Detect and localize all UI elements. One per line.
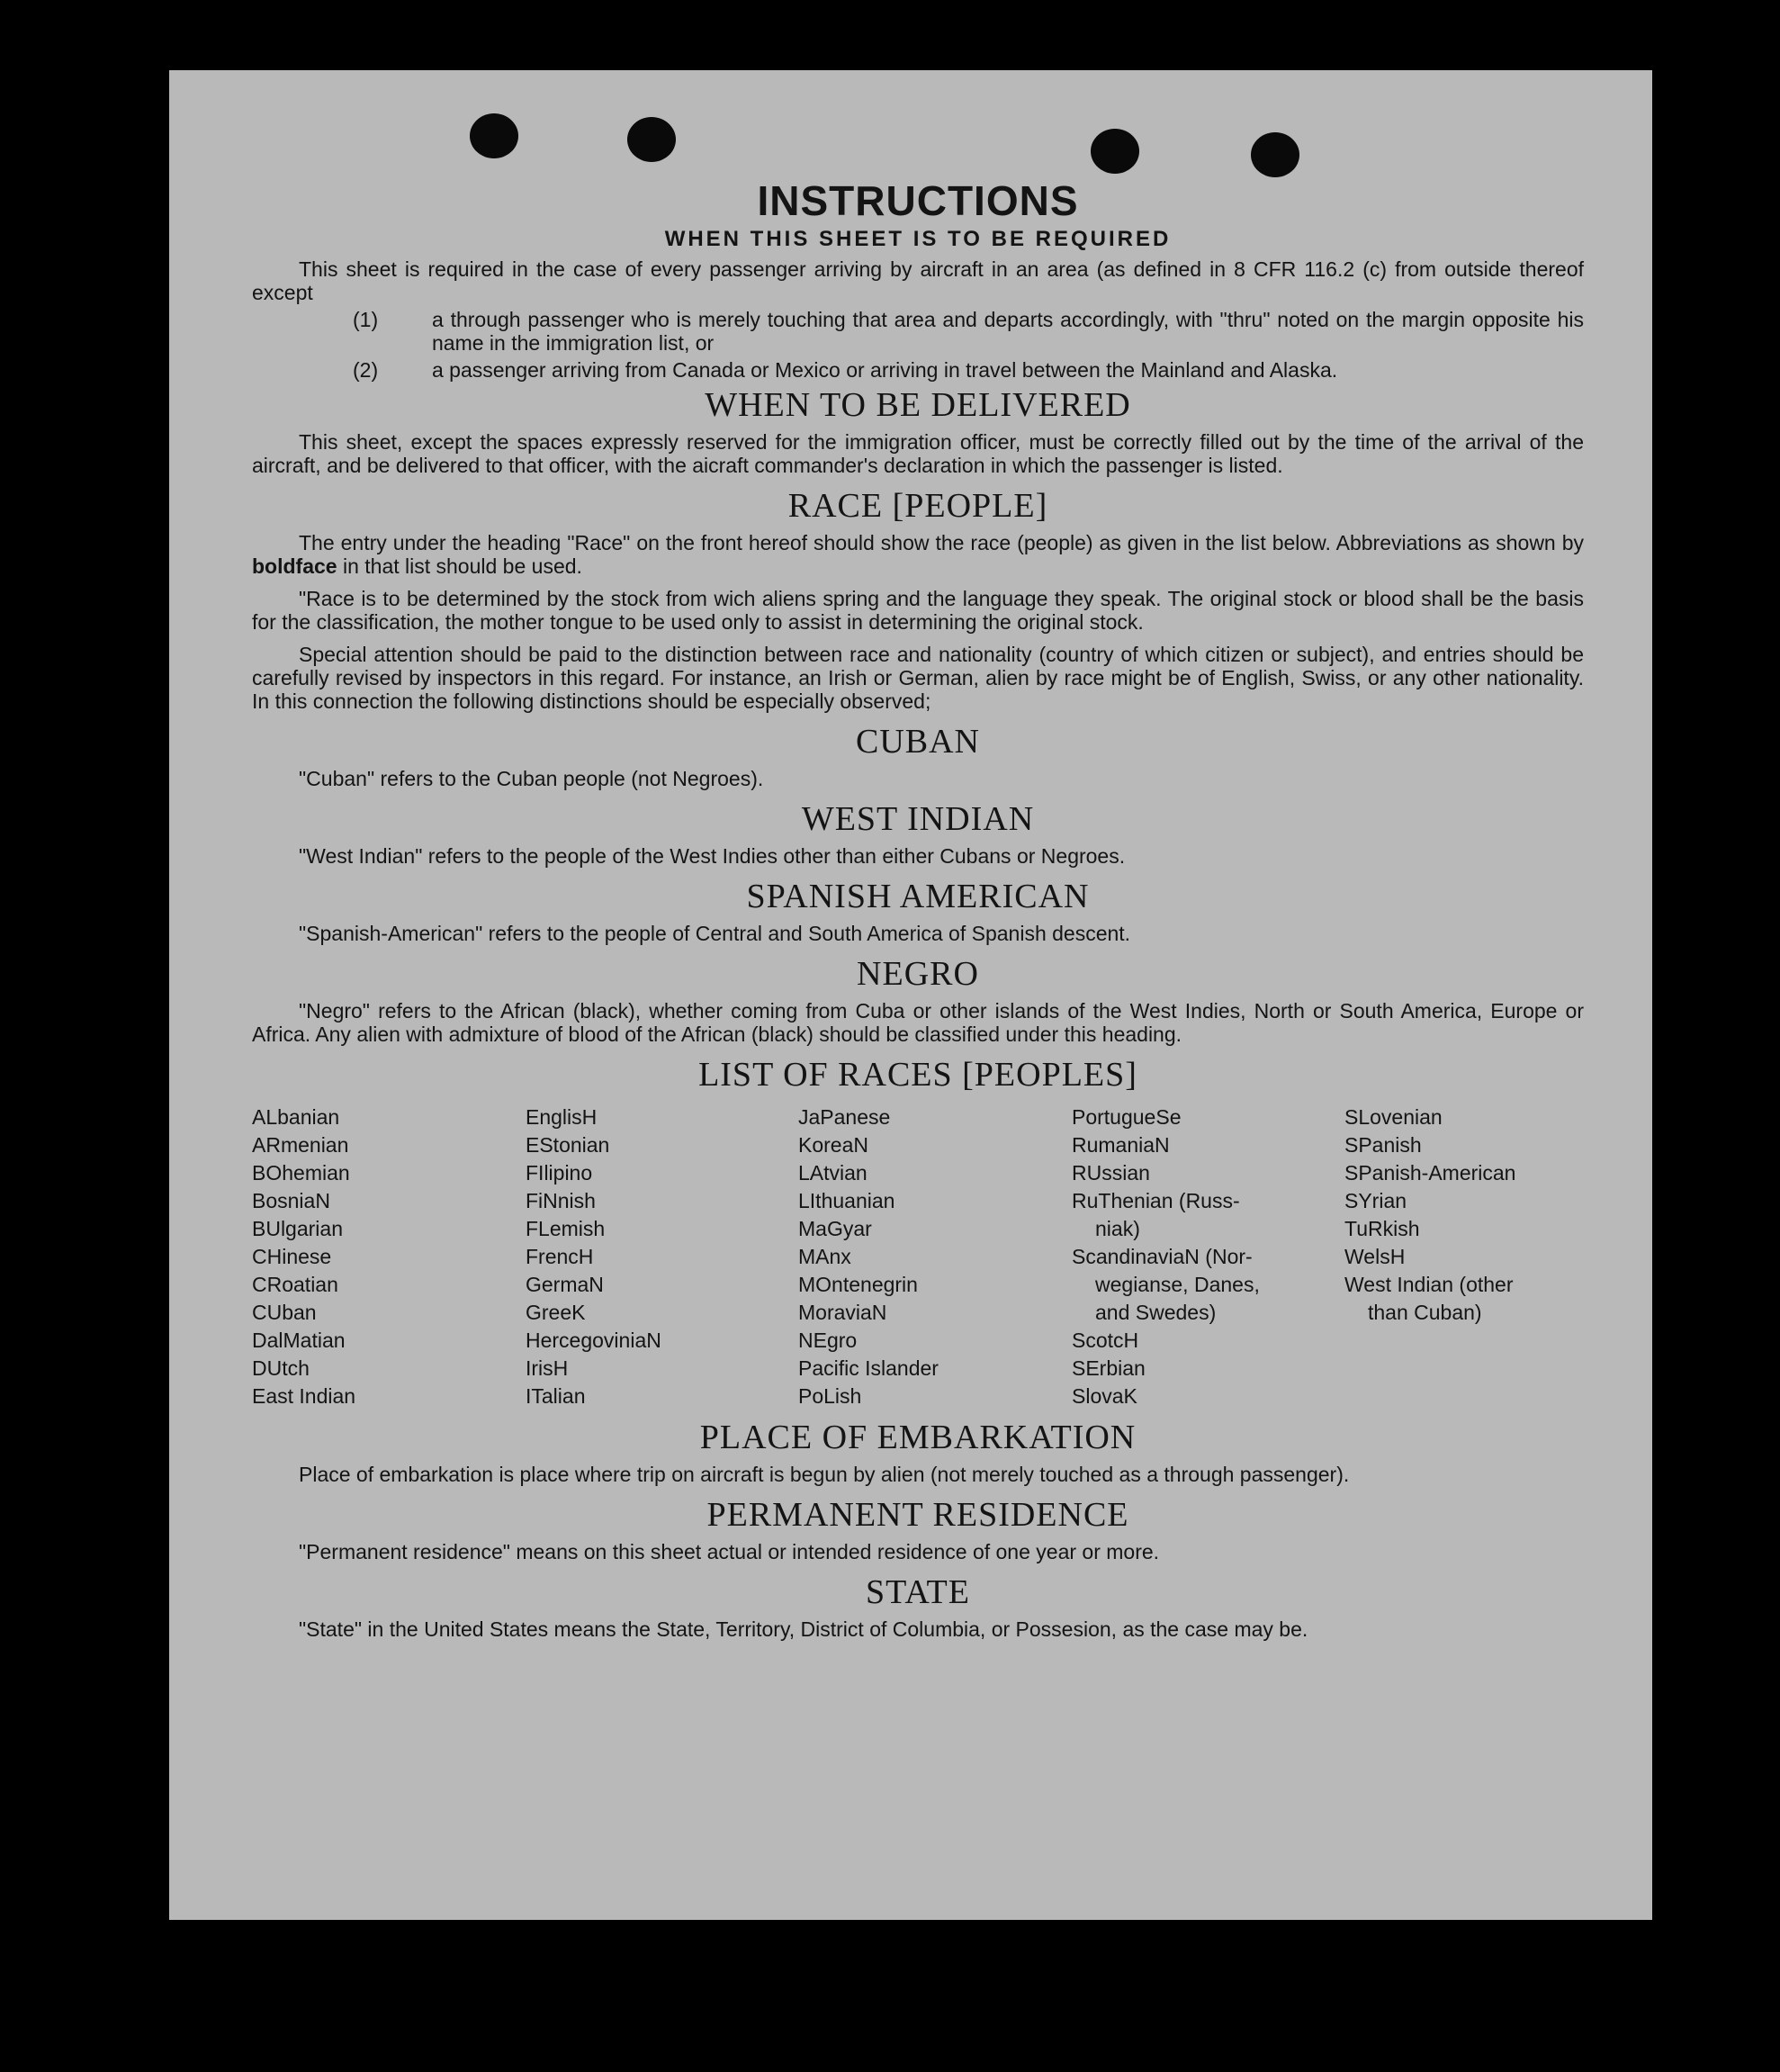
section-heading-embarkation: PLACE OF EMBARKATION	[699, 1419, 1137, 1456]
punch-hole	[1251, 132, 1299, 177]
exception-text: a passenger arriving from Canada or Mexico or arriving in travel between the Mainland and Alaska.	[432, 358, 1338, 382]
race-entry: HercegoviniaN	[526, 1329, 661, 1352]
race-entry: TuRkish	[1344, 1217, 1420, 1240]
race-entry: LIthuanian	[798, 1189, 895, 1212]
exception-number: (2)	[353, 358, 379, 382]
race-entry: JaPanese	[798, 1105, 891, 1129]
race-entry: EStonian	[526, 1133, 610, 1157]
exception-text: a through passenger who is merely touching that area and departs accordingly, with "thru" noted on the margin opposite his name in the immigration list, or	[432, 308, 1584, 355]
race-entry: RUssian	[1072, 1161, 1150, 1185]
exception-item	[252, 358, 1584, 382]
embarkation-paragraph: Place of embarkation is place where trip on aircraft is begun by alien (not merely touched as a through passenger).	[299, 1463, 1350, 1486]
punch-hole	[470, 113, 518, 158]
race-entry: SYrian	[1344, 1189, 1407, 1212]
races-column	[1344, 1104, 1587, 1410]
section-heading-state: STATE	[866, 1573, 970, 1611]
race-entry: DUtch	[252, 1356, 310, 1380]
document-sheet	[169, 70, 1652, 1920]
residence-paragraph: "Permanent residence" means on this sheet actual or intended residence of one year or more.	[299, 1540, 1160, 1563]
race-entry: FLemish	[526, 1217, 606, 1240]
race-entry: RumaniaN	[1072, 1133, 1170, 1157]
race-entry: CHinese	[252, 1245, 332, 1268]
spanish-american-paragraph: "Spanish-American" refers to the people of Central and South America of Spanish descent.	[299, 922, 1131, 945]
race-entry: KoreaN	[798, 1133, 868, 1157]
section-heading-races-list: LIST OF RACES [PEOPLES]	[698, 1056, 1137, 1094]
race-entry: MoraviaN	[798, 1301, 887, 1324]
race-entry: niak)	[1095, 1217, 1140, 1240]
races-column	[798, 1104, 1072, 1410]
race-entry: FIlipino	[526, 1161, 593, 1185]
state-paragraph: "State" in the United States means the State, Territory, District of Columbia, or Possesion, as the case may be.	[299, 1617, 1308, 1641]
race-paragraph-2: "Race is to be determined by the stock from wich aliens spring and the language they speak. The original stock or blood shall be the basis for the classification, the mother tongue to be used only to assist in determining the original stock.	[252, 587, 1584, 634]
negro-paragraph: "Negro" refers to the African (black), whether coming from Cuba or other islands of the West Indies, North or South America, Europe or Africa. Any alien with admixture of blood of the African (black) should be classified under this heading.	[252, 999, 1584, 1046]
race-entry: ITalian	[526, 1384, 586, 1408]
race-entry: SPanish	[1344, 1133, 1422, 1157]
races-column	[1072, 1104, 1344, 1410]
race-entry: and Swedes)	[1095, 1301, 1217, 1324]
race-text-before: The entry under the heading "Race" on the front hereof should show the race (people) as given in the list below. Abbreviations as shown by	[299, 531, 1584, 554]
race-entry: than Cuban)	[1368, 1301, 1482, 1324]
race-entry: LAtvian	[798, 1161, 868, 1185]
race-entry: BUlgarian	[252, 1217, 343, 1240]
section-heading-cuban: CUBAN	[855, 723, 981, 761]
race-entry: CRoatian	[252, 1273, 338, 1296]
race-entry: SlovaK	[1072, 1384, 1137, 1408]
race-entry: ScotcH	[1072, 1329, 1139, 1352]
race-entry: GreeK	[526, 1301, 586, 1324]
page-subtitle: WHEN THIS SHEET IS TO BE REQUIRED	[664, 227, 1172, 251]
race-entry: BOhemian	[252, 1161, 350, 1185]
race-paragraph-1	[252, 531, 1584, 578]
race-text-bold: boldface	[252, 554, 337, 578]
race-entry: FiNnish	[526, 1189, 596, 1212]
race-paragraph-3: Special attention should be paid to the distinction between race and nationality (country of which citizen or subject), and entries should be carefully revised by inspectors in this regard. For instance, an Irish or German, alien by race might be of English, Swiss, or any other nationality. In this connection the following distinctions should be especially observed;	[252, 643, 1584, 713]
race-entry: SErbian	[1072, 1356, 1146, 1380]
section-heading-delivered: WHEN TO BE DELIVERED	[705, 386, 1131, 424]
race-text-after: in that list should be used.	[342, 554, 582, 578]
page-title: INSTRUCTIONS	[757, 177, 1079, 224]
race-entry: FrencH	[526, 1245, 594, 1268]
exception-number: (1)	[353, 308, 379, 331]
west-indian-paragraph: "West Indian" refers to the people of the West Indies other than either Cubans or Negroes.	[299, 844, 1126, 868]
delivered-paragraph: This sheet, except the spaces expressly reserved for the immigration officer, must be correctly filled out by the time of the arrival of the aircraft, and be delivered to that officer, with the aicraft commander's declaration in which the passenger is listed.	[252, 430, 1584, 477]
race-entry: ALbanian	[252, 1105, 340, 1129]
punch-hole	[627, 117, 676, 162]
race-entry: PortugueSe	[1072, 1105, 1182, 1129]
race-entry: RuThenian (Russ-	[1072, 1189, 1240, 1212]
race-entry: BosniaN	[252, 1189, 330, 1212]
race-entry: IrisH	[526, 1356, 569, 1380]
race-entry: West Indian (other	[1344, 1273, 1514, 1296]
punch-hole	[1091, 129, 1139, 174]
race-entry: MAnx	[798, 1245, 851, 1268]
race-entry: MaGyar	[798, 1217, 872, 1240]
race-entry: NEgro	[798, 1329, 858, 1352]
race-entry: WelsH	[1344, 1245, 1406, 1268]
exception-item	[252, 308, 1584, 355]
races-column	[526, 1104, 798, 1410]
race-entry: ARmenian	[252, 1133, 349, 1157]
section-heading-spanish-american: SPANISH AMERICAN	[746, 878, 1090, 915]
race-entry: SLovenian	[1344, 1105, 1443, 1129]
race-entry: PoLish	[798, 1384, 862, 1408]
race-entry: GermaN	[526, 1273, 604, 1296]
race-entry: EnglisH	[526, 1105, 598, 1129]
section-heading-west-indian: WEST INDIAN	[801, 800, 1035, 838]
race-entry: MOntenegrin	[798, 1273, 918, 1296]
races-column	[252, 1104, 526, 1410]
instructions-content	[252, 176, 1584, 1650]
intro-paragraph: This sheet is required in the case of every passenger arriving by aircraft in an area (as defined in 8 CFR 116.2 (c) from outside thereof except	[252, 257, 1584, 304]
section-heading-race: RACE [PEOPLE]	[787, 487, 1048, 525]
race-entry: Pacific Islander	[798, 1356, 939, 1380]
race-entry: ScandinaviaN (Nor-	[1072, 1245, 1253, 1268]
race-entry: CUban	[252, 1301, 317, 1324]
race-entry: SPanish-American	[1344, 1161, 1516, 1185]
races-list	[252, 1104, 1584, 1410]
section-heading-residence: PERMANENT RESIDENCE	[706, 1496, 1129, 1534]
race-entry: wegianse, Danes,	[1095, 1273, 1260, 1296]
race-entry: East Indian	[252, 1384, 356, 1408]
race-entry: DalMatian	[252, 1329, 346, 1352]
section-heading-negro: NEGRO	[857, 955, 979, 993]
cuban-paragraph: "Cuban" refers to the Cuban people (not Negroes).	[299, 767, 764, 790]
